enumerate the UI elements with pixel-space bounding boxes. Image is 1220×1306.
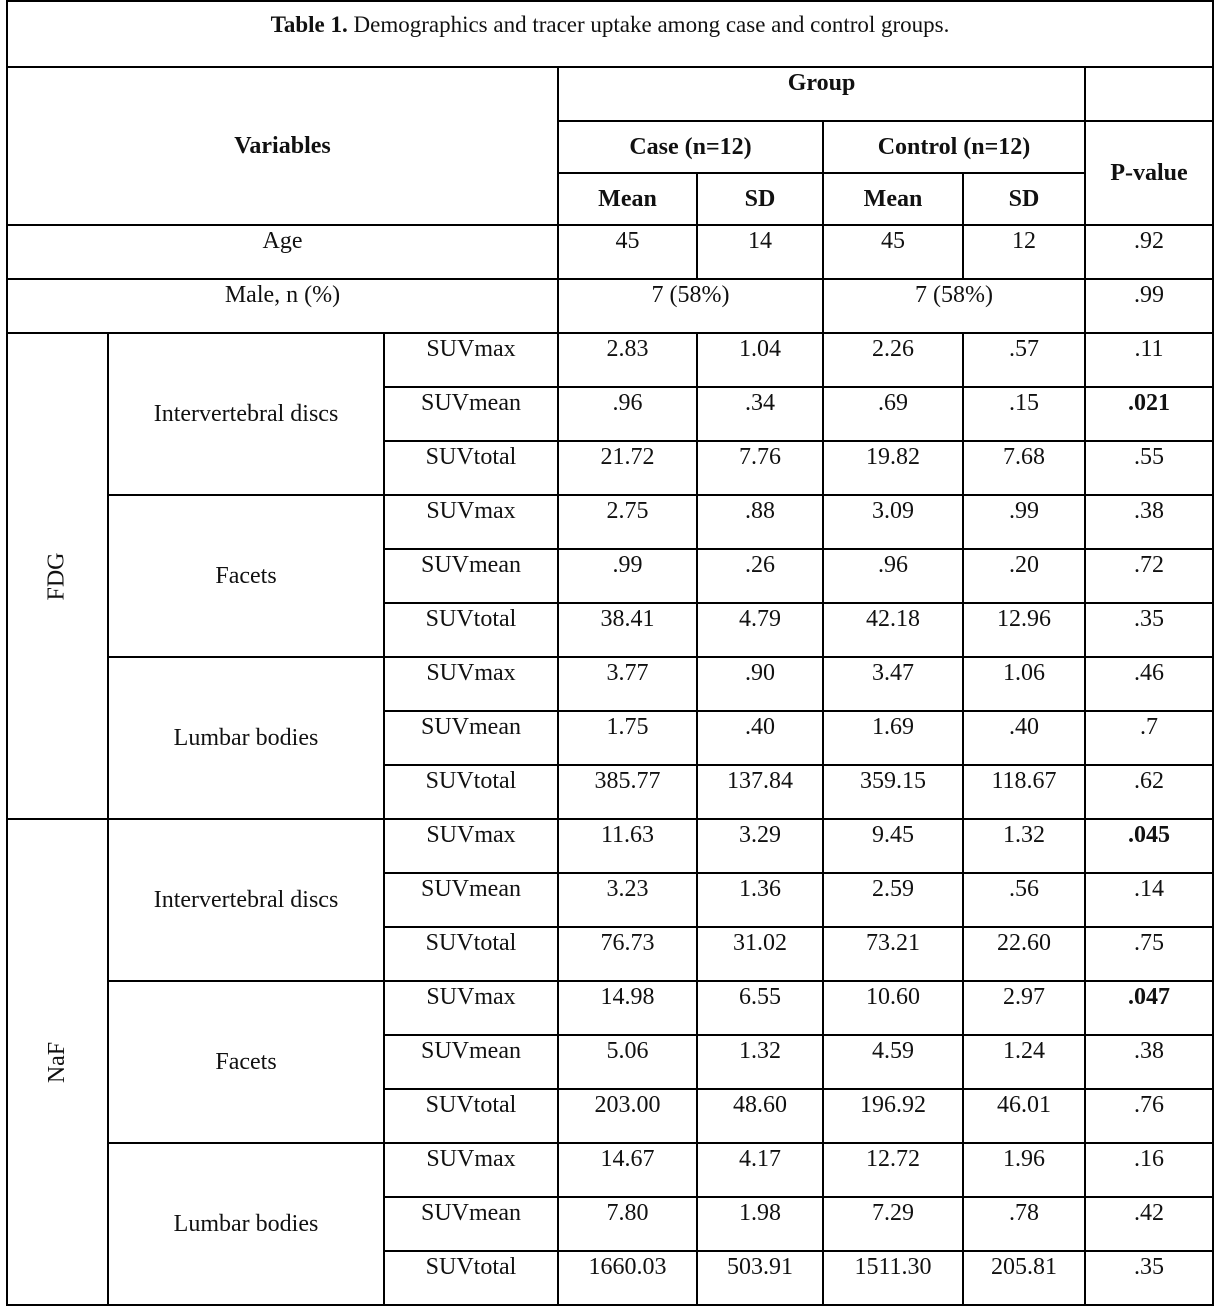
case-mean-value: 3.23 [558,873,697,927]
control-sd-value: 2.97 [963,981,1085,1035]
male-label: Male, n (%) [7,279,558,333]
case-sd-value: 1.04 [697,333,823,387]
age-row [7,225,1213,279]
control-mean-value: 12.72 [823,1143,963,1197]
metric-label: SUVmax [384,981,558,1035]
metric-label: SUVtotal [384,603,558,657]
tracer-label-cell [7,819,108,1305]
control-sd-value: 1.06 [963,657,1085,711]
pvalue-value: .021 [1085,387,1213,441]
case-mean-value: 14.67 [558,1143,697,1197]
metric-label: SUVtotal [384,927,558,981]
case-sd-value: 4.17 [697,1143,823,1197]
table-row [7,981,1213,1035]
variables-header: Variables [7,67,558,225]
pvalue-value: .047 [1085,981,1213,1035]
control-sd-value: 1.96 [963,1143,1085,1197]
metric-label: SUVmax [384,819,558,873]
metric-label: SUVtotal [384,1089,558,1143]
control-header: Control (n=12) [823,121,1085,173]
region-label: Intervertebral discs [108,333,384,495]
region-label: Lumbar bodies [108,657,384,819]
pvalue-value: .72 [1085,549,1213,603]
control-mean-value: 42.18 [823,603,963,657]
case-mean-value: 203.00 [558,1089,697,1143]
control-sd-value: 22.60 [963,927,1085,981]
case-mean-value: 11.63 [558,819,697,873]
control-mean-value: 3.47 [823,657,963,711]
control-mean-value: 4.59 [823,1035,963,1089]
pvalue-value: .7 [1085,711,1213,765]
control-mean-value: 196.92 [823,1089,963,1143]
metric-label: SUVmean [384,549,558,603]
control-sd-value: .20 [963,549,1085,603]
case-mean-header: Mean [558,173,697,225]
table-row [7,819,1213,873]
case-sd-value: 48.60 [697,1089,823,1143]
case-sd-value: 137.84 [697,765,823,819]
case-sd-value: 1.32 [697,1035,823,1089]
control-mean-value: 19.82 [823,441,963,495]
control-sd-value: 205.81 [963,1251,1085,1305]
pvalue-header: P-value [1085,121,1213,225]
case-sd-value: 4.79 [697,603,823,657]
metric-label: SUVmean [384,711,558,765]
age-case-mean: 45 [558,225,697,279]
case-sd-value: .26 [697,549,823,603]
control-mean-value: 73.21 [823,927,963,981]
age-label: Age [7,225,558,279]
metric-label: SUVmax [384,495,558,549]
region-label: Facets [108,981,384,1143]
table-row [7,657,1213,711]
header-row-group [7,67,1213,121]
case-sd-value: 1.36 [697,873,823,927]
metric-label: SUVmax [384,333,558,387]
metric-label: SUVmax [384,1143,558,1197]
metric-label: SUVmax [384,657,558,711]
pvalue-value: .55 [1085,441,1213,495]
pvalue-value: .045 [1085,819,1213,873]
case-sd-value: 3.29 [697,819,823,873]
case-mean-value: 7.80 [558,1197,697,1251]
case-mean-value: 14.98 [558,981,697,1035]
male-case: 7 (58%) [558,279,823,333]
control-mean-value: 2.59 [823,873,963,927]
control-sd-value: 12.96 [963,603,1085,657]
case-mean-value: 76.73 [558,927,697,981]
control-mean-header: Mean [823,173,963,225]
title-row [7,1,1213,67]
case-sd-value: 7.76 [697,441,823,495]
control-sd-value: 46.01 [963,1089,1085,1143]
control-sd-value: .15 [963,387,1085,441]
case-sd-value: .34 [697,387,823,441]
case-mean-value: 38.41 [558,603,697,657]
control-mean-value: 7.29 [823,1197,963,1251]
control-sd-value: .56 [963,873,1085,927]
male-row [7,279,1213,333]
case-mean-value: .96 [558,387,697,441]
case-sd-value: .40 [697,711,823,765]
control-sd-value: 7.68 [963,441,1085,495]
pvalue-value: .75 [1085,927,1213,981]
table-title-label: Table 1. [270,12,348,37]
control-mean-value: .69 [823,387,963,441]
metric-label: SUVmean [384,387,558,441]
table-title [7,1,1213,67]
control-sd-value: 1.24 [963,1035,1085,1089]
pvalue-value: .11 [1085,333,1213,387]
case-sd-value: .88 [697,495,823,549]
metric-label: SUVtotal [384,765,558,819]
case-header: Case (n=12) [558,121,823,173]
pvalue-value: .35 [1085,1251,1213,1305]
tracer-label-cell [7,333,108,819]
case-sd-value: 31.02 [697,927,823,981]
case-sd-value: 503.91 [697,1251,823,1305]
control-sd-value: 118.67 [963,765,1085,819]
metric-label: SUVmean [384,1035,558,1089]
case-sd-header: SD [697,173,823,225]
empty-header-cell [1085,67,1213,121]
pvalue-value: .42 [1085,1197,1213,1251]
case-sd-value: 1.98 [697,1197,823,1251]
age-case-sd: 14 [697,225,823,279]
control-mean-value: 1511.30 [823,1251,963,1305]
control-sd-value: .57 [963,333,1085,387]
pvalue-value: .46 [1085,657,1213,711]
case-mean-value: 3.77 [558,657,697,711]
pvalue-value: .16 [1085,1143,1213,1197]
metric-label: SUVmean [384,1197,558,1251]
age-pvalue: .92 [1085,225,1213,279]
pvalue-value: .14 [1085,873,1213,927]
control-mean-value: 9.45 [823,819,963,873]
control-mean-value: 359.15 [823,765,963,819]
group-header: Group [558,67,1085,121]
case-mean-value: 21.72 [558,441,697,495]
pvalue-value: .35 [1085,603,1213,657]
case-mean-value: 1.75 [558,711,697,765]
region-label: Intervertebral discs [108,819,384,981]
region-label: Facets [108,495,384,657]
control-sd-header: SD [963,173,1085,225]
control-sd-value: .78 [963,1197,1085,1251]
case-sd-value: .90 [697,657,823,711]
pvalue-value: .38 [1085,1035,1213,1089]
metric-label: SUVmean [384,873,558,927]
region-label: Lumbar bodies [108,1143,384,1305]
case-mean-value: 2.83 [558,333,697,387]
age-control-sd: 12 [963,225,1085,279]
age-control-mean: 45 [823,225,963,279]
control-mean-value: .96 [823,549,963,603]
case-mean-value: 1660.03 [558,1251,697,1305]
control-mean-value: 10.60 [823,981,963,1035]
control-sd-value: .99 [963,495,1085,549]
case-mean-value: 5.06 [558,1035,697,1089]
case-mean-value: .99 [558,549,697,603]
table-row [7,495,1213,549]
pvalue-value: .76 [1085,1089,1213,1143]
case-sd-value: 6.55 [697,981,823,1035]
control-sd-value: .40 [963,711,1085,765]
control-sd-value: 1.32 [963,819,1085,873]
metric-label: SUVtotal [384,441,558,495]
demographics-table [6,0,1214,1306]
control-mean-value: 2.26 [823,333,963,387]
table-title-text: Demographics and tracer uptake among case and control groups. [347,12,950,37]
tracer-label: FDG [43,551,70,601]
metric-label: SUVtotal [384,1251,558,1305]
case-mean-value: 2.75 [558,495,697,549]
male-control: 7 (58%) [823,279,1085,333]
table-row [7,333,1213,387]
control-mean-value: 1.69 [823,711,963,765]
tracer-label: NaF [44,1041,70,1083]
pvalue-value: .38 [1085,495,1213,549]
table-row [7,1143,1213,1197]
control-mean-value: 3.09 [823,495,963,549]
table-container [6,0,1214,1306]
male-pvalue: .99 [1085,279,1213,333]
pvalue-value: .62 [1085,765,1213,819]
case-mean-value: 385.77 [558,765,697,819]
